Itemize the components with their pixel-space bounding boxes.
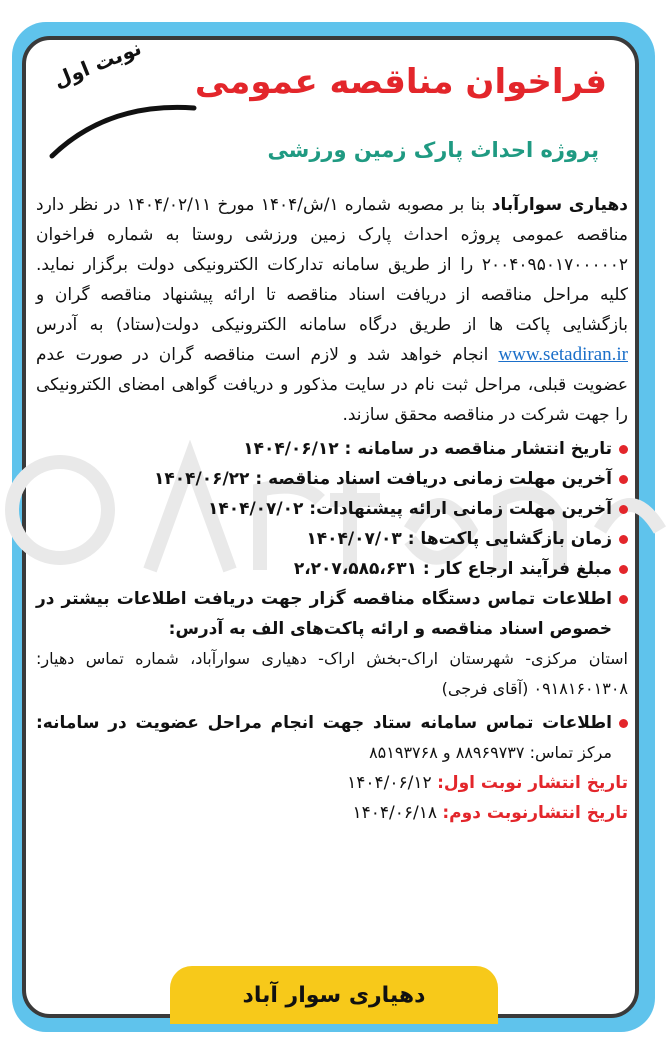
- pub-first-label: تاریخ انتشار نوبت اول:: [437, 773, 628, 793]
- setad-heading: اطلاعات تماس سامانه ستاد جهت انجام مراحل عضویت در سامانه:: [36, 713, 612, 733]
- pub-second-label: تاریخ انتشارنوبت دوم:: [442, 803, 628, 823]
- round-badge: نوبت اول: [50, 35, 145, 93]
- footer-org: دهیاری سوار آباد: [242, 982, 426, 1008]
- contact-address: استان مرکزی- شهرستان اراک-بخش اراک- دهیاری سوارآباد، شماره تماس دهیار: ۰۹۱۸۱۶۰۱۳۰۸ (آقای فرجی): [36, 649, 628, 698]
- setad-phones: مرکز تماس: ۸۸۹۶۹۷۳۷ و ۸۵۱۹۳۷۶۸: [369, 743, 612, 762]
- notice-title: فراخوان مناقصه عمومی: [194, 62, 607, 102]
- details-list: [36, 434, 628, 644]
- outro-text: انجام خواهد شد و لازم است مناقصه گران در صورت عدم عضویت قبلی، مراحل ثبت نام در سایت مذکور و دریافت گواهی امضای الکترونیکی را جهت شرکت در مناقصه محقق سازند.: [36, 345, 628, 425]
- swoosh-decoration: [48, 100, 198, 160]
- list-item-doc-deadline: آخرین مهلت زمانی دریافت اسناد مناقصه : ۱۴۰۴/۰۶/۲۲: [36, 464, 628, 494]
- pub-first-date: ۱۴۰۴/۰۶/۱۲: [347, 773, 438, 793]
- list-item-offer-deadline: آخرین مهلت زمانی ارائه پیشنهادات: ۱۴۰۴/۰۷/۰۲: [36, 494, 628, 524]
- footer-banner: [170, 966, 498, 1024]
- list-item-contact-heading: اطلاعات تماس دستگاه مناقصه گزار جهت دریافت اطلاعات بیشتر در خصوص اسناد مناقصه و ارائه پاکت‌های الف به آدرس:: [36, 584, 628, 644]
- pub-second: [36, 798, 628, 828]
- intro-paragraph: [36, 190, 628, 430]
- setad-link[interactable]: www.setadiran.ir: [498, 344, 628, 365]
- org-name: دهیاری سوارآباد: [491, 195, 629, 215]
- pub-first: [36, 768, 628, 798]
- list-item-opening: زمان بازگشایی پاکت‌ها : ۱۴۰۴/۰۷/۰۳: [36, 524, 628, 554]
- setad-list: [36, 708, 628, 768]
- notice-body: [36, 190, 628, 828]
- intro-text: بنا بر مصوبه شماره ۱/ش/۱۴۰۴ مورخ ۱۴۰۴/۰۲/۱۱ در نظر دارد مناقصه عمومی پروژه احداث پارک زمین ورزشی روستا به شماره فراخوان ۲۰۰۴۰۹۵۰۱۷۰۰۰۰۰۲ را از طریق سامانه تدارکات الکترونیکی دولت برگزار نماید. کلیه مراحل مناقصه از دریافت اسناد مناقصه تا ارائه پیشنهاد مناقصه گران و بازگشایی پاکت ها از طریق درگاه سامانه الکترونیکی دولت(ستاد) به آدرس: [36, 195, 628, 335]
- list-item-amount: مبلغ فرآیند ارجاع کار : ۲،۲۰۷،۵۸۵،۶۳۱: [36, 554, 628, 584]
- list-item-setad-heading: [36, 708, 628, 768]
- pub-second-date: ۱۴۰۴/۰۶/۱۸: [352, 803, 443, 823]
- list-item-publish: تاریخ انتشار مناقصه در سامانه : ۱۴۰۴/۰۶/۱۲: [36, 434, 628, 464]
- notice-subtitle: پروژه احداث پارک زمین ورزشی: [267, 138, 599, 162]
